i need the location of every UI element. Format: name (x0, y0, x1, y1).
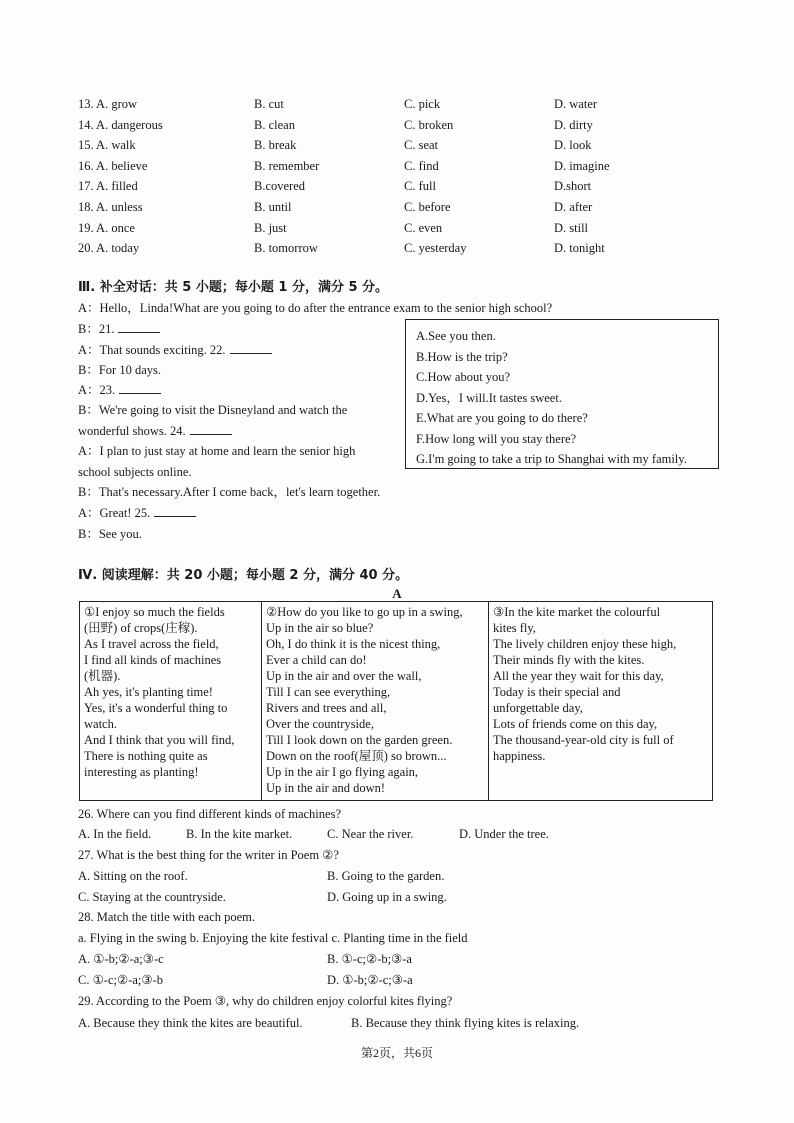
question-27: 27. What is the best thing for the writer in Poem ②? (78, 848, 339, 862)
poem-2-line: Over the countryside, (266, 717, 374, 731)
question-28: 28. Match the title with each poem. (78, 910, 256, 924)
dialog-line-1: A：Hello，Linda!What are you going to do after the entrance exam to the senior high school? (78, 301, 553, 315)
q15-option-c[interactable]: C. seat (404, 138, 439, 153)
q29-option-a[interactable]: A. Because they think the kites are beautiful. (78, 1016, 303, 1030)
q13-option-a[interactable]: 13. A. grow (78, 97, 138, 111)
poem-1-line: (机器). (84, 669, 121, 683)
question-28-options-row2 (78, 970, 413, 990)
choice-g: G.I'm going to take a trip to Shanghai with my family. (416, 452, 687, 466)
q17-option-c[interactable]: C. full (404, 179, 436, 194)
q20-option-c[interactable]: C. yesterday (404, 241, 467, 256)
poem-2-line: Till I can see everything, (266, 685, 391, 699)
choices-box (405, 319, 719, 469)
poem-2-line: Oh, I do think it is the nicest thing, (266, 637, 441, 651)
poem-3-line: happiness. (493, 749, 546, 763)
q16-option-b[interactable]: B. remember (254, 158, 320, 173)
question-27-options-row2 (78, 887, 447, 907)
poem-1-line: And I think that you will find, (84, 733, 235, 747)
question-29: 29. According to the Poem ③, why do children enjoy colorful kites flying? (78, 994, 453, 1008)
q28-option-d[interactable]: D. ①-b;②-c;③-a (327, 973, 413, 987)
dialog-line-4: B：For 10 days. (78, 363, 161, 377)
q19-option-b[interactable]: B. just (254, 220, 287, 235)
option-row-15 (78, 135, 718, 156)
poem-1-line: Yes, it's a wonderful thing to (84, 701, 228, 715)
poem-2-line: Up in the air and down! (266, 781, 386, 795)
dialog-line-3: A：That sounds exciting. 22. (78, 340, 272, 360)
question-26: 26. Where can you find different kinds of machines? (78, 807, 341, 821)
q16-option-d[interactable]: D. imagine (554, 158, 610, 173)
dialog-line-10: B：That's necessary.After I come back，let's learn together. (78, 485, 381, 499)
option-row-16 (78, 156, 718, 177)
answer-blank-22[interactable] (230, 341, 272, 354)
q26-option-c[interactable]: C. Near the river. (327, 827, 414, 841)
q17-option-b[interactable]: B.covered (254, 179, 306, 194)
q18-option-c[interactable]: C. before (404, 199, 451, 214)
q18-option-b[interactable]: B. until (254, 199, 292, 214)
poem-1-line: (田野) of crops(庄稼). (84, 621, 198, 635)
choice-f: F.How long will you stay there? (416, 431, 577, 446)
q16-option-a[interactable]: 16. A. believe (78, 158, 148, 173)
option-row-19 (78, 218, 718, 239)
question-27-options-row1 (78, 866, 444, 886)
q20-option-d[interactable]: D. tonight (554, 241, 605, 256)
q15-option-b[interactable]: B. break (254, 138, 297, 153)
dialog-line-7: wonderful shows. 24. (78, 421, 232, 441)
q27-option-c[interactable]: C. Staying at the countryside. (78, 890, 226, 904)
q17-option-a[interactable]: 17. A. filled (78, 179, 138, 194)
poem-1-line: interesting as planting! (84, 765, 199, 779)
option-row-20 (78, 238, 718, 259)
poem-1-line: Ah yes, it's planting time! (84, 685, 213, 699)
poem-3-line: Lots of friends come on this day, (493, 717, 658, 731)
question-28-options-row1 (78, 949, 412, 969)
choice-a: A.See you then. (416, 329, 496, 343)
poem-3-line: The lively children enjoy these high, (493, 637, 677, 651)
q14-option-a[interactable]: 14. A. dangerous (78, 117, 163, 132)
dialog-line-6: B：We're going to visit the Disneyland and watch the (78, 403, 348, 417)
poem-2-line: Up in the air I go flying again, (266, 765, 419, 779)
poem-2-line: Rivers and trees and all, (266, 701, 387, 715)
poem-2-line: Ever a child can do! (266, 653, 367, 667)
poem-3-line: kites fly, (493, 621, 536, 635)
poems-table (79, 601, 713, 801)
q27-option-a[interactable]: A. Sitting on the roof. (78, 869, 188, 883)
q27-option-b[interactable]: B. Going to the garden. (327, 869, 445, 883)
question-28-titles: a. Flying in the swing b. Enjoying the kite festival c. Planting time in the field (78, 931, 468, 945)
poem-2-line: Up in the air and over the wall, (266, 669, 422, 683)
answer-blank-21[interactable] (118, 320, 160, 333)
poem-1-line: I find all kinds of machines (84, 653, 222, 667)
option-row-17 (78, 176, 718, 197)
q26-option-b[interactable]: B. In the kite market. (186, 827, 293, 841)
dialog-line-8: A：I plan to just stay at home and learn the senior high (78, 444, 356, 458)
poem-3-line: The thousand-year-old city is full of (493, 733, 674, 747)
choice-b: B.How is the trip? (416, 349, 508, 364)
poem-3-line: Today is their special and (493, 685, 621, 699)
q13-option-b[interactable]: B. cut (254, 97, 284, 111)
q28-option-c[interactable]: C. ①-c;②-a;③-b (78, 973, 163, 987)
poem-2 (262, 602, 489, 801)
q19-option-a[interactable]: 19. A. once (78, 220, 135, 235)
poem-3 (489, 602, 713, 801)
q13-option-d[interactable]: D. water (554, 97, 598, 111)
poem-1-line: ①I enjoy so much the fields (84, 605, 225, 619)
q15-option-a[interactable]: 15. A. walk (78, 138, 136, 153)
poem-2-line: Down on the roof(屋顶) so brown... (266, 749, 447, 763)
q18-option-a[interactable]: 18. A. unless (78, 199, 143, 214)
answer-blank-23[interactable] (119, 381, 161, 394)
choice-e: E.What are you going to do there? (416, 411, 588, 425)
q14-option-b[interactable]: B. clean (254, 117, 295, 132)
question-29-options (78, 1013, 579, 1033)
section3-title: Ⅲ. 补全对话：共 5 小题；每小题 1 分，满分 5 分。 (78, 280, 389, 295)
option-row-18 (78, 197, 718, 218)
q16-option-c[interactable]: C. find (404, 158, 439, 173)
answer-blank-25[interactable] (154, 504, 196, 517)
q26-option-d[interactable]: D. Under the tree. (459, 827, 549, 841)
options-block (78, 94, 718, 259)
dialog-line-2: B：21. (78, 319, 160, 339)
option-row-14 (78, 115, 718, 136)
q26-option-a[interactable]: A. In the field. (78, 827, 152, 841)
q13-option-c[interactable]: C. pick (404, 97, 441, 111)
choice-c: C.How about you? (416, 370, 511, 384)
q27-option-d[interactable]: D. Going up in a swing. (327, 890, 447, 904)
q20-option-a[interactable]: 20. A. today (78, 241, 140, 256)
dialog-line-12: B：See you. (78, 527, 142, 541)
page-footer: 第2页，共6页 (360, 1046, 433, 1060)
passage-label: A (392, 586, 402, 601)
q19-option-c[interactable]: C. even (404, 220, 443, 235)
poem-3-line: Their minds fly with the kites. (493, 653, 645, 667)
q29-option-b[interactable]: B. Because they think flying kites is relaxing. (351, 1016, 580, 1030)
q28-option-b[interactable]: B. ①-c;②-b;③-a (327, 952, 412, 966)
poem-1-line: There is nothing quite as (84, 749, 208, 763)
q18-option-d[interactable]: D. after (554, 199, 593, 214)
poem-1-line: As I travel across the field, (84, 637, 219, 651)
q28-option-a[interactable]: A. ①-b;②-a;③-c (78, 952, 164, 966)
option-row-13 (78, 94, 718, 115)
q15-option-d[interactable]: D. look (554, 138, 592, 153)
poem-3-line: ③In the kite market the colourful (493, 605, 661, 619)
question-26-options (78, 824, 549, 844)
dialog-line-5: A：23. (78, 380, 161, 400)
poem-2-line: Up in the air so blue? (266, 621, 374, 635)
answer-blank-24[interactable] (190, 422, 232, 435)
q20-option-b[interactable]: B. tomorrow (254, 241, 318, 256)
choice-d: D.Yes，I will.It tastes sweet. (416, 390, 562, 405)
poem-2-line: ②How do you like to go up in a swing, (266, 605, 463, 619)
poem-1-line: watch. (84, 717, 117, 731)
poem-3-line: unforgettable day, (493, 701, 583, 715)
dialog-line-9: school subjects online. (78, 465, 192, 479)
q19-option-d[interactable]: D. still (554, 220, 589, 235)
q17-option-d[interactable]: D.short (554, 179, 592, 194)
q14-option-d[interactable]: D. dirty (554, 117, 593, 132)
poem-1 (80, 602, 262, 801)
poem-2-line: Till I look down on the garden green. (266, 733, 453, 747)
poem-3-line: All the year they wait for this day, (493, 669, 664, 683)
section4-title: Ⅳ. 阅读理解：共 20 小题；每小题 2 分，满分 40 分。 (78, 568, 409, 583)
dialog-line-11: A：Great! 25. (78, 503, 196, 523)
q14-option-c[interactable]: C. broken (404, 117, 454, 132)
